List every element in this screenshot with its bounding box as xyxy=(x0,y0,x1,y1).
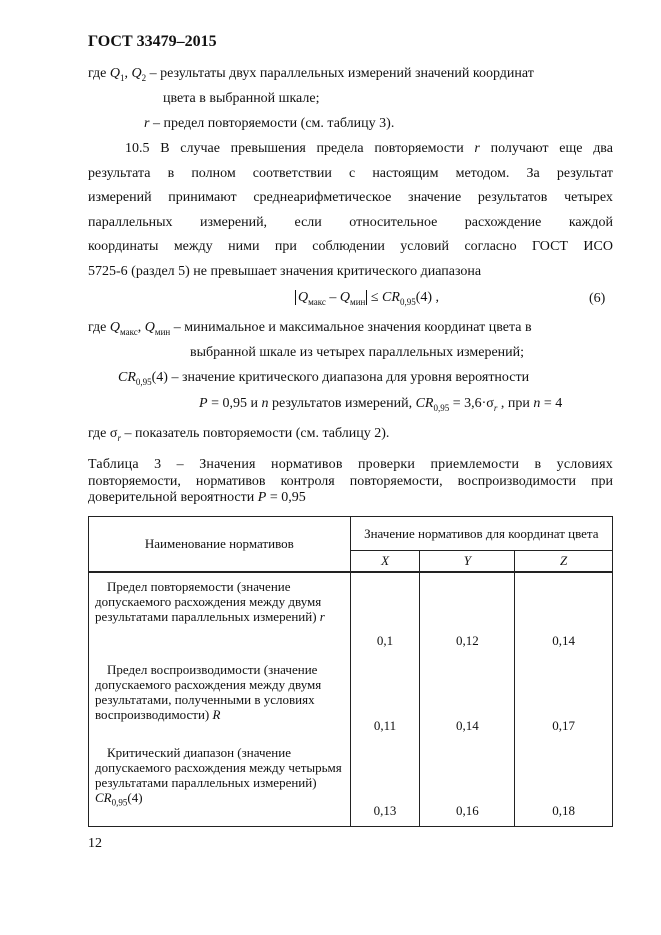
where-word: где xyxy=(88,320,107,335)
where-qmax-qmin-continuation: выбранной шкале из четырех параллельных измерений; xyxy=(190,345,525,360)
symbol-q: Q xyxy=(131,66,142,81)
word: среднеарифметическое xyxy=(253,190,392,205)
value-z: 0,18 xyxy=(515,739,613,827)
norm-name-cell xyxy=(89,572,351,656)
word: предела xyxy=(316,141,364,156)
where-qmax-qmin-line xyxy=(88,320,532,336)
word: За xyxy=(526,165,540,181)
value-text: результатов измерений, xyxy=(268,396,416,411)
word: соблюдении xyxy=(312,239,385,254)
document-header: ГОСТ 33479–2015 xyxy=(88,33,217,50)
word: с xyxy=(349,165,356,181)
symbol-p: P xyxy=(257,490,267,505)
value-y: 0,12 xyxy=(420,572,515,656)
page-number: 12 xyxy=(88,836,102,851)
word: принимают xyxy=(168,190,237,205)
definition-text: – показатель повторяемости (см. таблицу 2). xyxy=(124,426,390,441)
table-row xyxy=(89,739,613,827)
symbol-q: Q xyxy=(109,66,121,81)
norm-name: Предел повторяемости (значение допускаемого расхождения между двумя результатами параллельных измерений) xyxy=(95,578,322,624)
word: если xyxy=(294,214,322,230)
paragraph-line xyxy=(88,190,613,215)
definition-text: – минимальное и максимальное значения координат цвета в xyxy=(173,320,532,335)
definition-text: – значение критического диапазона для уровня вероятности xyxy=(171,370,530,385)
table-3-caption xyxy=(88,457,613,507)
symbol-cr: CR xyxy=(415,396,434,411)
word: результата xyxy=(88,165,151,181)
subscript: 0,95 xyxy=(111,797,128,808)
header-text: Наименование нормативов xyxy=(144,536,294,552)
paragraph-line xyxy=(88,166,613,191)
symbol-cr: CR xyxy=(382,290,400,305)
word: измерений, xyxy=(199,214,268,230)
word: четырех xyxy=(564,190,613,205)
word: r xyxy=(474,141,480,156)
r-definition xyxy=(144,116,394,132)
equation-number: (6) xyxy=(589,291,606,306)
word: ГОСТ xyxy=(532,239,568,254)
word: 10.5 xyxy=(125,141,150,156)
caption-line: повторяемости, нормативов контроля повторяемости, воспроизводимости при xyxy=(88,473,613,489)
header-norm-name xyxy=(89,517,351,572)
subscript: макс xyxy=(120,326,138,337)
word: каждой xyxy=(568,214,613,230)
subscript: макс xyxy=(308,296,326,307)
separator: , xyxy=(124,66,129,81)
paragraph-10-5 xyxy=(88,141,613,288)
symbol-q: Q xyxy=(339,290,351,305)
header-values-group xyxy=(350,517,612,551)
value-text: = 3,6· xyxy=(449,396,487,411)
paragraph-last-line: 5725-6 (раздел 5) не превышает значения критического диапазона xyxy=(88,263,482,279)
symbol-cr: CR xyxy=(95,789,112,805)
symbol-n: n xyxy=(261,396,269,411)
norm-name: Критический диапазон (значение допускаемого расхождения между четырьмя результатами параллельных измерений) xyxy=(95,744,342,790)
symbol-r: r xyxy=(319,608,325,624)
value-text: , при xyxy=(497,396,534,411)
paragraph-line xyxy=(88,215,613,240)
word: условий xyxy=(400,239,450,254)
value-text: = 0,95 и xyxy=(207,396,262,411)
header-z: Z xyxy=(515,551,613,572)
word: координаты xyxy=(88,239,159,254)
subscript: 1 xyxy=(120,72,125,83)
word: превышения xyxy=(230,141,306,156)
separator: , xyxy=(137,320,142,335)
symbol-cr: CR xyxy=(118,370,136,385)
norm-name-cell xyxy=(89,656,351,739)
value-z: 0,14 xyxy=(515,572,613,656)
word: В xyxy=(160,141,170,156)
norm-name: Предел воспроизводимости (значение допускаемого расхождения между двумя результатами, полученными в условиях воспроизводимости) xyxy=(95,661,322,722)
where-q1-q2-continuation: цвета в выбранной шкале; xyxy=(163,91,320,106)
word: относительное xyxy=(349,214,438,230)
word: два xyxy=(593,141,613,156)
formula-argument: (4) xyxy=(127,789,143,805)
where-q1-q2-line xyxy=(88,66,534,82)
word: еще xyxy=(559,141,583,156)
value-y: 0,14 xyxy=(420,656,515,739)
symbol-r: r xyxy=(144,116,150,131)
definition-text: – предел повторяемости (см. таблицу 3). xyxy=(152,116,395,131)
operator: ≤ xyxy=(367,290,383,305)
table-header-row xyxy=(89,517,613,551)
symbol-sigma: σ xyxy=(109,426,118,441)
word: настоящим xyxy=(372,165,439,181)
caption-text: доверительной вероятности xyxy=(88,490,255,505)
word: при xyxy=(274,239,297,254)
subscript: мин xyxy=(350,296,366,307)
cr-definition-continuation xyxy=(199,396,562,412)
paragraph-line xyxy=(88,141,613,166)
symbol-r-capital: R xyxy=(212,706,221,722)
header-text: Значение нормативов для координат цвета xyxy=(364,526,599,541)
caption-line: Таблица 3 – Значения нормативов проверки приемлемости в условиях xyxy=(88,457,613,472)
table-row xyxy=(89,656,613,739)
cr-definition xyxy=(118,370,529,386)
word: повторяемости xyxy=(374,141,464,156)
formula-6 xyxy=(295,290,439,306)
symbol-q: Q xyxy=(109,320,121,335)
subscript: 2 xyxy=(141,72,147,83)
header-x: X xyxy=(350,551,420,572)
value-y: 0,16 xyxy=(420,739,515,827)
value-x: 0,11 xyxy=(350,656,420,739)
word: полном xyxy=(191,165,236,181)
word: между xyxy=(173,239,213,254)
word: методом. xyxy=(455,165,510,181)
sigma-definition xyxy=(88,426,389,442)
word: ними xyxy=(228,239,260,254)
paragraph-line xyxy=(88,239,613,264)
norm-name-cell xyxy=(89,739,351,827)
definition-text: – результаты двух параллельных измерений значений координат xyxy=(149,66,534,81)
value-text: = 4 xyxy=(540,396,563,411)
symbol-q: Q xyxy=(144,320,155,335)
symbol-q: Q xyxy=(298,290,309,305)
subscript: 0,95 xyxy=(433,402,450,413)
table-3 xyxy=(88,516,613,827)
subscript: 0,95 xyxy=(135,376,152,387)
subscript: мин xyxy=(154,326,171,337)
where-word: где xyxy=(88,426,107,441)
subscript: r xyxy=(493,402,498,413)
caption-last-line xyxy=(88,490,613,507)
word: результат xyxy=(556,165,613,181)
header-y: Y xyxy=(420,551,515,572)
word: получают xyxy=(490,141,549,156)
value-z: 0,17 xyxy=(515,656,613,739)
caption-text: = 0,95 xyxy=(266,490,306,505)
symbol-sigma: σ xyxy=(486,396,494,411)
word: случае xyxy=(180,141,220,156)
symbol-n: n xyxy=(533,396,541,411)
word: значение xyxy=(408,190,462,205)
symbol-p: P xyxy=(199,396,208,411)
value-x: 0,13 xyxy=(350,739,420,827)
word: соответствии xyxy=(252,165,332,181)
word: расхождение xyxy=(464,214,542,230)
where-word: где xyxy=(88,66,107,81)
operator: – xyxy=(325,290,340,305)
subscript: 0,95 xyxy=(399,296,416,307)
formula-argument: (4) xyxy=(151,370,168,385)
value-x: 0,1 xyxy=(350,572,420,656)
word: согласно xyxy=(464,239,517,254)
formula-argument: (4) , xyxy=(415,290,440,305)
word: в xyxy=(167,165,175,181)
word: результатов xyxy=(477,190,548,205)
word: параллельных xyxy=(88,214,173,230)
word: ИСО xyxy=(583,239,613,254)
word: измерений xyxy=(88,190,152,205)
table-row xyxy=(89,572,613,656)
subscript: r xyxy=(117,432,121,443)
